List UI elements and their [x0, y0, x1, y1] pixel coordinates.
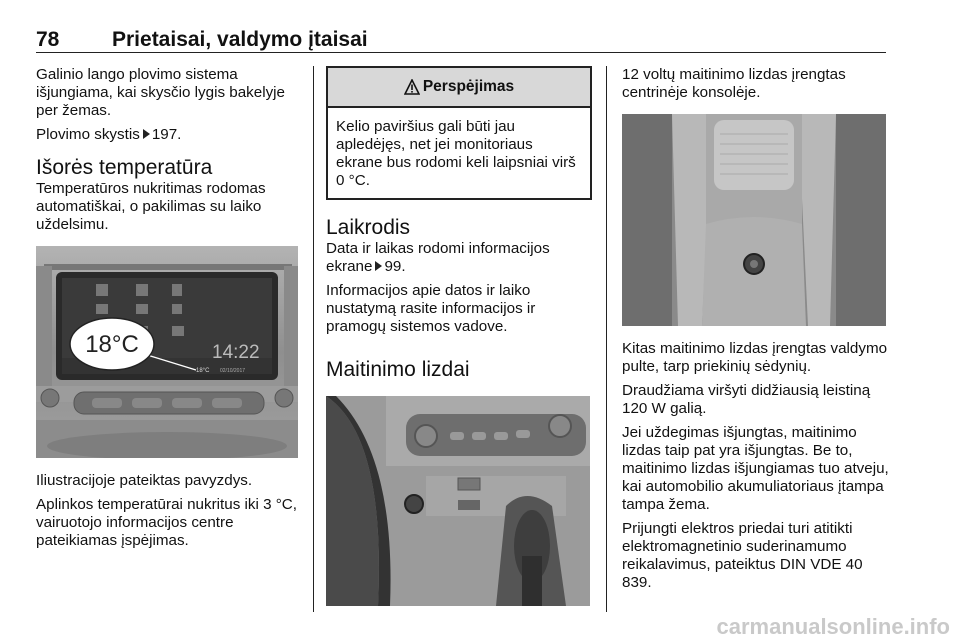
clock-paragraph — [326, 240, 592, 276]
warning-title: Perspėjimas — [422, 78, 515, 95]
outside-temperature-heading: Išorės temperatūra — [36, 156, 213, 179]
display-small-temp: 18°C — [196, 368, 210, 374]
watermark: carmanualsonline.info — [716, 614, 950, 639]
column-divider-2 — [606, 66, 607, 612]
page-title: Prietaisai, valdymo įtaisai — [112, 28, 368, 51]
clock-text: Data ir laikas rodomi informacijos ekrane — [326, 240, 550, 275]
clock-page[interactable]: 99. — [384, 258, 406, 275]
center-console-outlet-photo — [622, 114, 886, 326]
column-divider-1 — [313, 66, 314, 612]
warning-box — [326, 66, 592, 200]
clock-settings-paragraph: Informacijos apie datos ir laiko nustatymą rasite informacijos ir pramogų sistemos vadove. — [326, 282, 536, 335]
washer-fluid-ref — [36, 126, 304, 144]
display-date: 02/10/2017 — [220, 368, 246, 374]
clock-heading: Laikrodis — [326, 216, 411, 239]
page-header — [36, 28, 886, 52]
page-number: 78 — [36, 28, 60, 51]
center-console-outlet-paragraph: 12 voltų maitinimo lizdas įrengtas centrinėje konsolėje. — [622, 66, 846, 101]
callout-temperature: 18°C — [85, 331, 139, 358]
warning-text: Kelio paviršius gali būti jau apledėjęs, net jei monitoriaus ekrane bus rodomi keli laipsniai virš 0 °C. — [336, 118, 576, 189]
temperature-display-photo — [36, 246, 298, 458]
low-temperature-paragraph: Aplinkos temperatūrai nukritus iki 3 °C, vairuotojo informacijos centre pateikiamas įspėjimas. — [36, 496, 297, 549]
temperature-paragraph: Temperatūros nukritimas rodomas automatiškai, o pakilimas su laiko uždelsimu. — [36, 180, 266, 233]
header-rule — [36, 52, 886, 53]
ignition-off-paragraph: Jei uždegimas išjungtas, maitinimo lizdas taip pat yra išjungtas. Be to, maitinimo lizdas išjungiamas tuo atveju, kai automobilio akumuliatoriaus įtampa tampa žema. — [622, 424, 889, 513]
warning-triangle-icon — [404, 79, 420, 95]
display-time: 14:22 — [212, 342, 260, 363]
warning-header — [328, 68, 590, 108]
column-right — [622, 66, 890, 598]
page-ref-arrow-icon — [375, 261, 382, 271]
front-seats-outlet-paragraph: Kitas maitinimo lizdas įrengtas valdymo pulte, tarp priekinių sėdynių. — [622, 340, 888, 375]
emc-paragraph: Prijungti elektros priedai turi atitikti elektromagnetinio suderinamumo reikalavimus, pateiktus DIN VDE 40 839. — [622, 520, 863, 591]
washer-paragraph: Galinio lango plovimo sistema išjungiama, kai skysčio lygis bakelyje per žemas. — [36, 66, 286, 119]
column-middle — [326, 66, 592, 606]
washer-fluid-text: Plovimo skystis — [36, 126, 140, 143]
power-outlets-heading: Maitinimo lizdai — [326, 358, 470, 381]
washer-fluid-page[interactable]: 197. — [151, 126, 182, 143]
page-ref-arrow-icon — [143, 129, 150, 139]
illustration-caption: Iliustracijoje pateiktas pavyzdys. — [36, 472, 253, 489]
column-left — [36, 66, 304, 556]
dashboard-outlet-photo — [326, 396, 590, 606]
max-power-paragraph: Draudžiama viršyti didžiausią leistiną 120 W galią. — [622, 382, 871, 417]
